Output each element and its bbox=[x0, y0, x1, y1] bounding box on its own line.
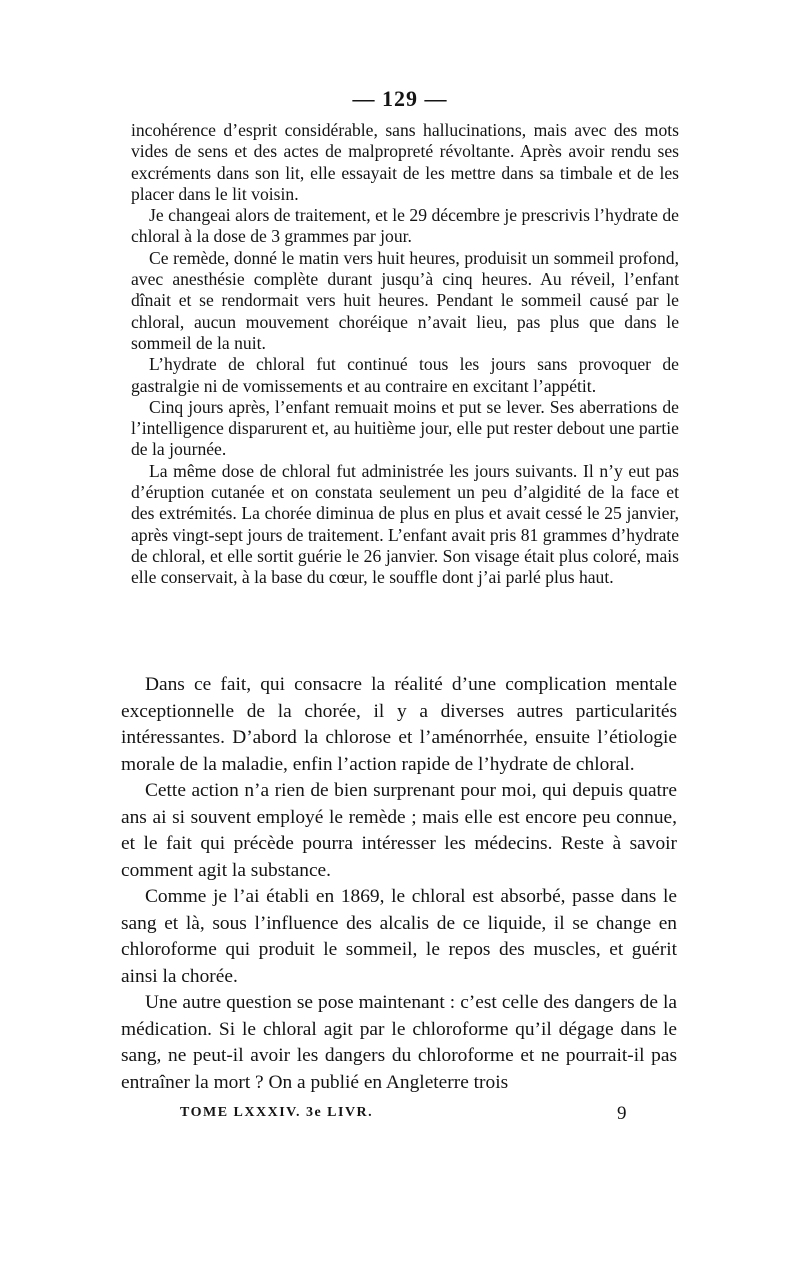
paragraph: La même dose de chloral fut administrée les jours suivants. Il n’y eut pas d’éruption cutanée et on constata seulement un peu d’algidité de la face et des extrémités. La chorée diminua de plus en plus et avait cessé le 25 janvier, après vingt-sept jours de traitement. L’enfant avait pris 81 grammes d’hydrate de chloral, et elle sortit guérie le 26 janvier. Son visage était plus coloré, mais elle conservait, à la base du cœur, le souffle dont j’ai parlé plus haut. bbox=[131, 460, 680, 588]
page-number: — 129 — bbox=[352, 86, 448, 111]
paragraph: Je changeai alors de traitement, et le 29 décembre je prescrivis l’hydrate de chloral à la dose de 3 grammes par jour. bbox=[131, 205, 679, 247]
paragraph: incohérence d’esprit considérable, sans hallucinations, mais avec des mots vides de sens et des actes de malpropreté révoltante. Après avoir rendu ses excréments dans son lit, elle essayait de les mettre dans sa timbale et de les placer dans le lit voisin. bbox=[131, 120, 679, 204]
paragraph: Cette action n’a rien de bien surprenant pour moi, qui depuis quatre ans ai si souvent employé le remède ; mais elle est encore peu connue, et le fait qui précède pourra intéresser les médecins. Reste à savoir comment agit la substance. bbox=[121, 780, 677, 881]
signature-mark: 9 bbox=[617, 1103, 628, 1124]
paragraph: Une autre question se pose maintenant : c’est celle des dangers de la médication. Si le chloral agit par le chloroforme qu’il dégage dans le sang, ne peut-il avoir les dangers du chloroforme et ne pourrait-il pas entraîner la mort ? On a publié en Angleterre trois bbox=[121, 992, 677, 1093]
commentary-block bbox=[121, 672, 677, 1096]
case-report-block bbox=[131, 120, 679, 589]
paragraph: Ce remède, donné le matin vers huit heures, produisit un sommeil profond, avec anesthésie complète durant jusqu’à cinq heures. Au réveil, l’enfant dînait et se rendormait vers huit heures. Pendant le sommeil causé par le chloral, aucun mouvement choréique n’avait lieu, pas plus que dans le sommeil de la nuit. bbox=[131, 247, 679, 353]
page-footer bbox=[180, 1103, 628, 1124]
paragraph: Dans ce fait, qui consacre la réalité d’une complication mentale exceptionnelle de la chorée, il y a diverses autres particularités intéressantes. D’abord la chlorose et l’aménorrhée, ensuite l’étiologie morale de la maladie, enfin l’action rapide de l’hydrate de chloral. bbox=[121, 674, 677, 775]
paragraph: Cinq jours après, l’enfant remuait moins et put se lever. Ses aberrations de l’intelligence disparurent et, au huitième jour, elle put rester debout une partie de la journée. bbox=[131, 396, 679, 460]
paragraph: L’hydrate de chloral fut continué tous les jours sans provoquer de gastralgie ni de vomissements et au contraire en excitant l’appétit. bbox=[131, 354, 679, 396]
volume-line: TOME LXXXIV. 3e LIVR. bbox=[180, 1105, 374, 1120]
paragraph: Comme je l’ai établi en 1869, le chloral est absorbé, passe dans le sang et là, sous l’influence des alcalis de ce liquide, il se change en chloroforme qui produit le sommeil, le repos des muscles, et guérit ainsi la chorée. bbox=[121, 886, 677, 987]
